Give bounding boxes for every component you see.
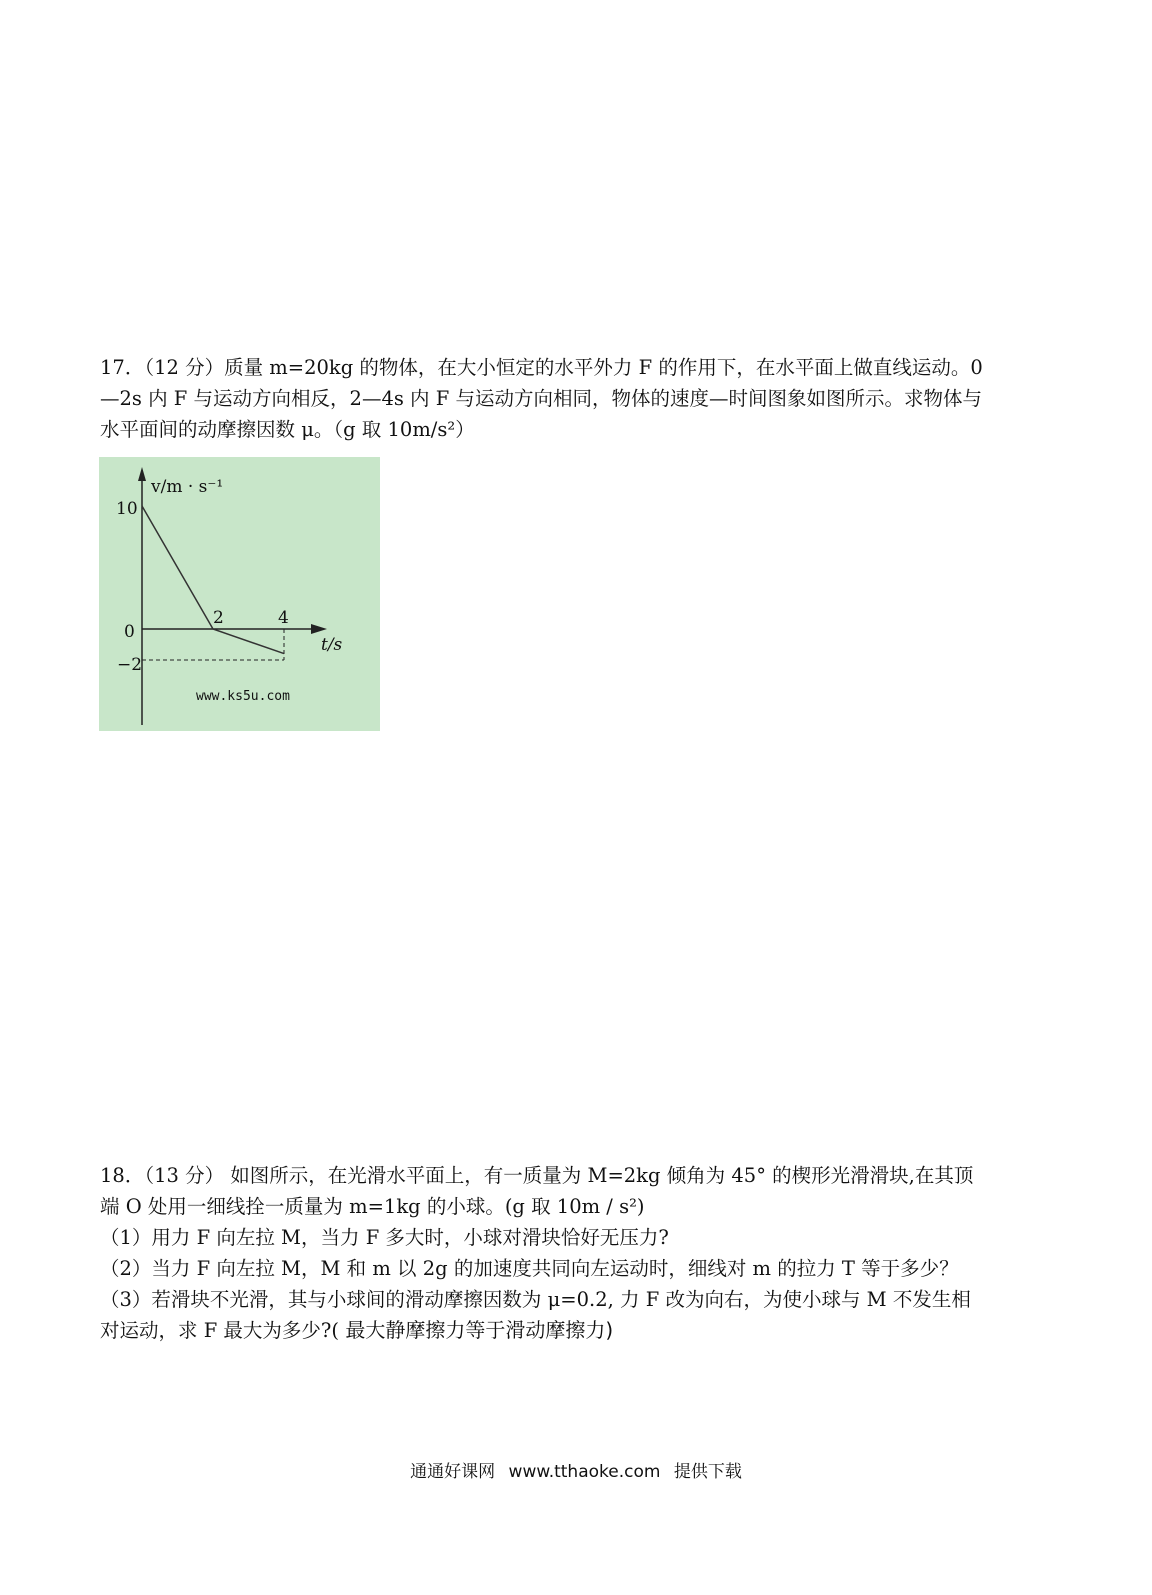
velocity-time-graph	[99, 457, 380, 731]
tick-x-2: 2	[213, 608, 224, 628]
tick-y-neg2: −2	[117, 655, 143, 675]
y-axis-label: v/m · s⁻¹	[151, 477, 224, 497]
q17-line-1: 17．（12 分）质量 m=20kg 的物体，在大小恒定的水平外力 F 的作用下，在水平面上做直线运动。0	[100, 356, 983, 379]
x-axis-label: t/s	[321, 635, 343, 655]
tick-y-10: 10	[116, 499, 138, 519]
q18-last-line-start: 对运动，求 F 最大为多少?(	[100, 1319, 339, 1342]
graph-svg	[99, 457, 380, 731]
tick-y-0: 0	[124, 622, 135, 642]
vt-series-line	[142, 506, 284, 654]
footer-suffix: 提供下载	[673, 1462, 742, 1482]
watermark: www.ks5u.com	[196, 689, 290, 704]
y-axis-arrow	[138, 467, 146, 481]
footer-site-name: 通通好课网	[410, 1462, 496, 1482]
tick-x-4: 4	[278, 608, 289, 628]
q18-line-2: 端 O 处用一细线拴一质量为 m=1kg 的小球。(g 取 10m / s²)	[100, 1195, 645, 1218]
q18-sub-2: （2）当力 F 向左拉 M，M 和 m 以 2g 的加速度共同向左运动时，细线对 m 的拉力 T 等于多少？	[100, 1257, 959, 1280]
footer	[0, 1457, 1152, 1482]
q17-line-3: 水平面间的动摩擦因数 μ。（g 取 10m/s²）	[100, 418, 475, 441]
q18-sub-1: （1）用力 F 向左拉 M，当力 F 多大时，小球对滑块恰好无压力?	[100, 1226, 669, 1249]
q17-line-2: —2s 内 F 与运动方向相反，2—4s 内 F 与运动方向相同，物体的速度—时间图象如图所示。求物体与	[100, 387, 982, 410]
q18-last-line	[100, 1315, 1045, 1346]
q18-last-line-note: 最大静摩擦力等于滑动摩擦力)	[339, 1318, 614, 1342]
footer-url[interactable]: www.tthaoke.com	[508, 1462, 661, 1482]
question-17	[100, 352, 1045, 445]
x-axis-arrow	[311, 624, 327, 634]
q18-sub-3: （3）若滑块不光滑，其与小球间的滑动摩擦因数为 μ=0.2, 力 F 改为向右，为使小球与 M 不发生相	[100, 1288, 971, 1311]
q18-line-1: 18．（13 分） 如图所示，在光滑水平面上，有一质量为 M=2kg 倾角为 45° 的楔形光滑滑块,在其顶	[100, 1164, 974, 1187]
question-18	[100, 1160, 1045, 1346]
